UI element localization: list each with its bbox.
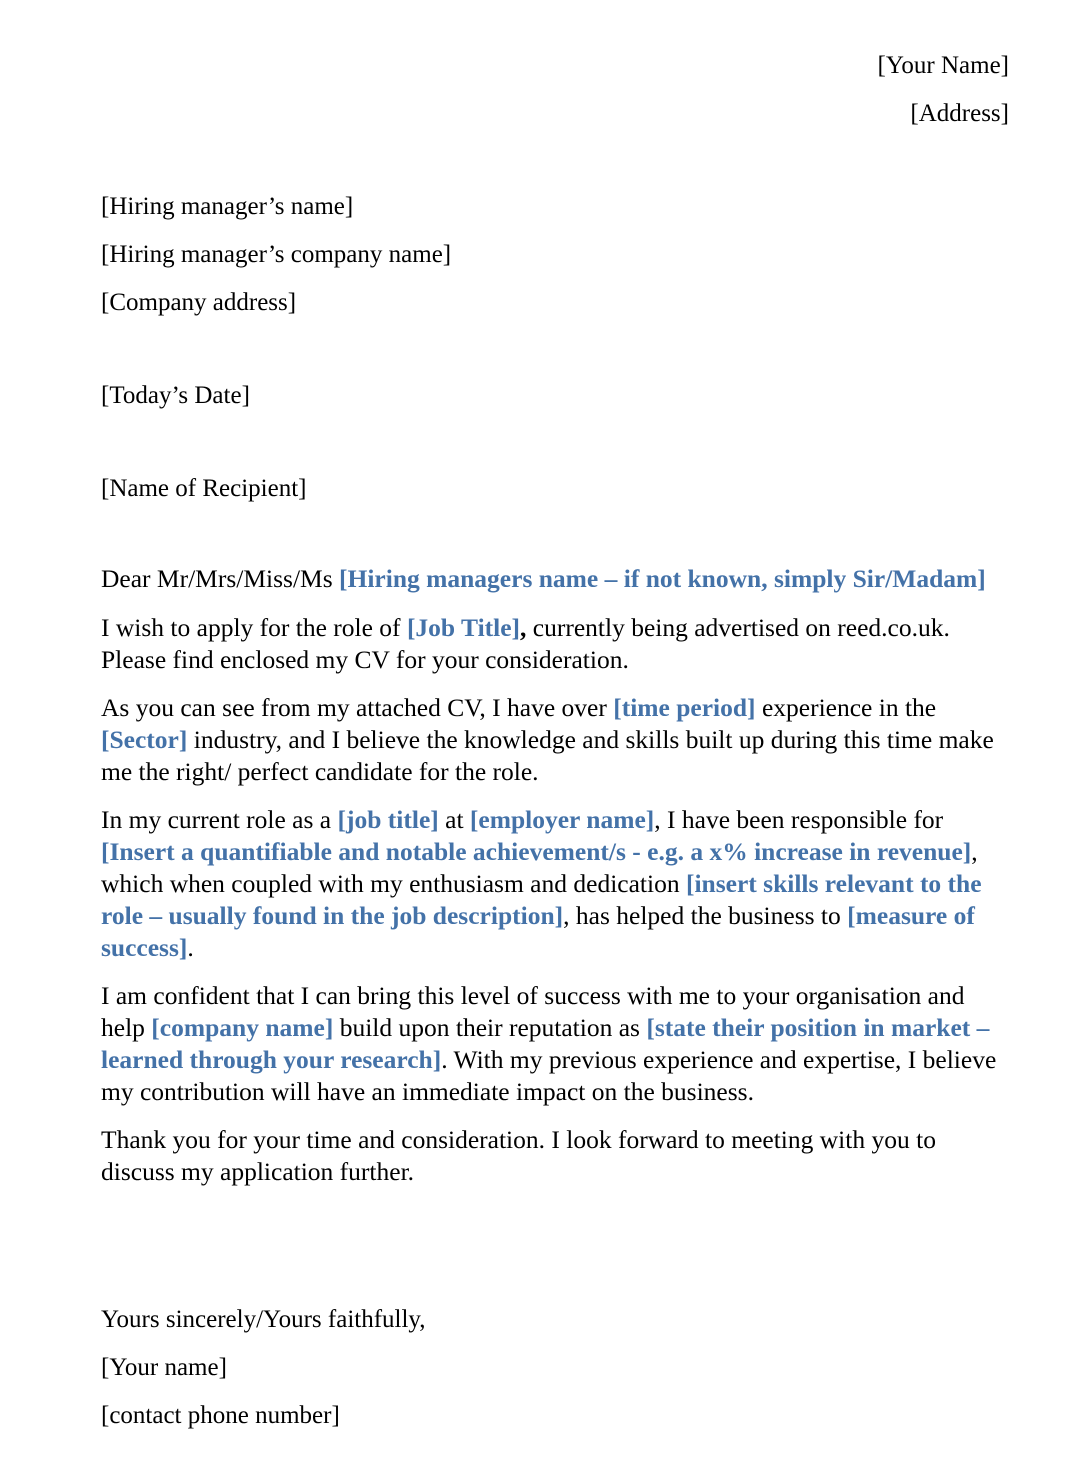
- body-paragraph-3: [101, 804, 1009, 964]
- p4-placeholder-company-name: [company name]: [151, 1013, 334, 1042]
- p3-text-6: .: [187, 933, 194, 962]
- p4-text-1: I am confident that I can bring this level of success with me to your organisation and help: [101, 981, 965, 1042]
- salutation-paragraph: [101, 563, 1009, 595]
- p3-placeholder-measure-of-success: [measure of success]: [101, 901, 975, 962]
- p3-placeholder-job-title: [job title]: [337, 805, 439, 834]
- sender-name-line: [Your Name]: [877, 52, 1009, 79]
- p3-placeholder-skills: [insert skills relevant to the role – usually found in the job description]: [101, 869, 982, 930]
- signoff-name-line: [Your name]: [101, 1354, 227, 1381]
- p3-text-5: , has helped the business to: [563, 901, 848, 930]
- p1-text-2: currently being advertised on reed.co.uk. Please find enclosed my CV for your consideration.: [101, 613, 950, 674]
- p3-text-4: , which when coupled with my enthusiasm and dedication: [101, 837, 978, 898]
- p3-text-1: In my current role as a: [101, 805, 338, 834]
- p2-text-2: experience in the: [755, 693, 937, 722]
- p3-placeholder-achievement: [Insert a quantifiable and notable achievement/s - e.g. a x% increase in revenue]: [101, 837, 972, 866]
- body-paragraph-2: [101, 692, 1009, 788]
- p4-placeholder-market-position: [state their position in market – learned through your research]: [101, 1013, 990, 1074]
- hiring-manager-name-line: [Hiring manager’s name]: [101, 193, 354, 220]
- body-paragraph-5: [101, 1124, 1009, 1188]
- salutation-placeholder: [Hiring managers name – if not known, simply Sir/Madam]: [339, 564, 986, 593]
- sender-address-line: [Address]: [910, 100, 1009, 127]
- p2-placeholder-time-period: [time period]: [613, 693, 756, 722]
- p2-placeholder-sector: [Sector]: [101, 725, 188, 754]
- p3-text-3: , I have been responsible for: [654, 805, 944, 834]
- signoff-block: [101, 1296, 1009, 1440]
- p1-text-1: I wish to apply for the role of: [101, 613, 407, 642]
- p2-text-3: industry, and I believe the knowledge and skills built up during this time make me the right/ perfect candidate for the role.: [101, 725, 994, 786]
- hiring-manager-company-line: [Hiring manager’s company name]: [101, 241, 452, 268]
- p3-placeholder-employer-name: [employer name]: [469, 805, 655, 834]
- p1-comma: ,: [520, 613, 527, 642]
- p1-placeholder-job-title: [Job Title]: [406, 613, 521, 642]
- signoff-phone-line: [contact phone number]: [101, 1402, 340, 1429]
- p4-text-2: build upon their reputation as: [333, 1013, 647, 1042]
- recipient-address-block: [101, 183, 1009, 327]
- spacer-before-date: [101, 327, 1009, 372]
- signoff-closing-line: Yours sincerely/Yours faithfully,: [101, 1306, 426, 1333]
- body-paragraph-1: [101, 612, 1009, 676]
- p3-text-2: at: [438, 805, 470, 834]
- sender-header-block: [101, 0, 1009, 138]
- salutation-prefix: Dear Mr/Mrs/Miss/Ms: [101, 564, 340, 593]
- letter-content: [101, 0, 1009, 1440]
- p2-text-1: As you can see from my attached CV, I have over: [101, 693, 614, 722]
- company-address-line: [Company address]: [101, 289, 297, 316]
- p5-text-1: Thank you for your time and consideration. I look forward to meeting with you to discuss my application further.: [101, 1125, 936, 1186]
- date-line: [Today’s Date]: [101, 382, 250, 409]
- p4-text-3: . With my previous experience and expertise, I believe my contribution will have an immediate impact on the business.: [101, 1045, 997, 1106]
- spacer-before-recipient-name: [101, 420, 1009, 465]
- recipient-name-line: [Name of Recipient]: [101, 475, 307, 502]
- spacer-before-salutation: [101, 513, 1009, 563]
- body-paragraph-4: [101, 980, 1009, 1108]
